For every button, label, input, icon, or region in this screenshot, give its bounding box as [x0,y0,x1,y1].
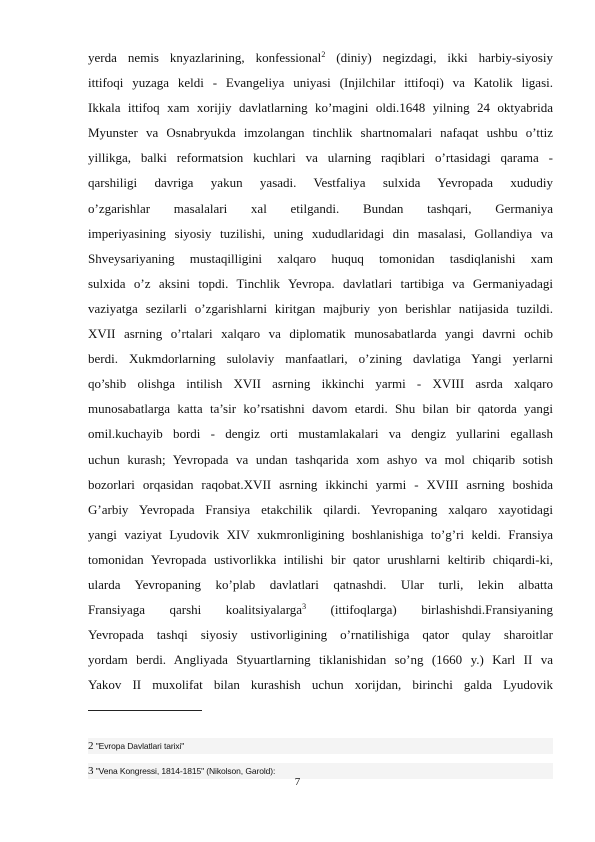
body-line [88,447,553,472]
body-line [88,170,553,195]
body-line [88,145,553,170]
footnote-number: 3 [88,765,94,777]
body-line-text: o’zgarishlar masalalari xal etilgandi. Bundan tashqari, Germaniya [88,200,553,216]
body-line-text: yillikga, balki reformatsion kuchlari va ularning raqiblari o’rtasidagi qarama - [88,150,553,166]
body-line-text: qo’shib olishga intilish XVII asrning ikkinchi yarmi - XVIII asrda xalqaro [88,376,553,392]
body-line-text: Fransiyaga qarshi koalitsiyalarga [88,602,303,618]
body-line [88,547,553,572]
body-line [88,472,553,497]
body-line [88,346,553,371]
body-line-text: XVII asrning o’rtalari xalqaro va diplomatik munosabatlarda yangi davrni ochib [88,326,553,342]
body-line-text: yangi vaziyat Lyudovik XIV xukmronligining boshlanishiga to’g’ri keldi. Fransiya [88,526,553,542]
body-line [88,196,553,221]
body-line-text: Yakov II muxolifat bilan kurashish uchun xorijdan, birinchi galda Lyudovik [88,677,553,693]
body-line [88,396,553,421]
body-line-text: uchun kurash; Yevropada va undan tashqarida xom ashyo va mol chiqarib sotish [88,451,553,467]
body-line-text: G’arbiy Yevropada Fransiya etakchilik qilardi. Yevropaning xalqaro xayotidagi [88,501,553,517]
body-line-text: omil.kuchayib bordi - dengiz orti mustamlakalari va dengiz yullarini egallash [88,426,553,442]
body-line [88,271,553,296]
footnote-ref: 3 [302,602,307,612]
footnote-number: 2 [88,740,94,752]
body-line-text: (ittifoqlarga) birlashishdi.Fransiyaning [306,602,553,618]
body-line [88,246,553,271]
footnote-text: "Vena Kongressi, 1814-1815" (Nikolson, Garold): [93,766,276,776]
body-line-text: ularda Yevropaning ko’plab davlatlari qatnashdi. Ular turli, lekin albatta [88,576,553,592]
body-line-text: Ikkala ittifoq xam xorijiy davlatlarning ko’magini oldi.1648 yilning 24 oktyabrida [88,100,553,116]
footnote-text: "Evropa Davlatlari tarixi" [93,741,185,751]
footnote-separator [88,710,202,711]
body-line-text: tomonidan Yevropada ustivorlikka intilishi bir qator urushlarni keltirib chiqardi-ki, [88,551,553,567]
footnote-ref: 2 [321,50,326,59]
body-line-text: sulxida o’z aksini topdi. Tinchlik Yevropa. davlatlari tartibiga va Germaniyadagi [88,275,553,291]
body-line [88,296,553,321]
body-line-text: imperiyasining siyosiy tuzilishi, uning xududlaridagi din masalasi, Gollandiya va [88,225,553,241]
body-line [88,597,553,622]
body-line [88,522,553,547]
page-number: 7 [294,776,301,788]
body-text [88,45,553,697]
body-line-text: Shveysariyaning mustaqilligini xalqaro huquq tomonidan tasdiqlanishi xam [88,250,553,266]
body-line-text: bozorlari orqasidan raqobat.XVII asrning ikkinchi yarmi - XVIII asrning boshida [88,476,553,492]
body-line [88,572,553,597]
body-line-text: Yevropada tashqi siyosiy ustivorligining o’rnatilishiga qator qulay sharoitlar [88,627,553,643]
footnote-2 [88,738,553,754]
body-line-text: yordam berdi. Angliyada Styuartlarning tiklanishidan so’ng (1660 y.) Karl II va [88,652,553,668]
body-line-text: ittifoqi yuzaga keldi - Evangeliya uniyasi (Injilchilar ittifoqi) va Katolik ligasi. [88,75,553,91]
body-line [88,70,553,95]
body-line [88,120,553,145]
body-line [88,497,553,522]
body-line [88,622,553,647]
body-line [88,221,553,246]
body-line-text: yerda nemis knyazlarining, konfessional [88,50,322,65]
body-line [88,45,553,70]
body-line [88,371,553,396]
body-line-text: munosabatlarga katta ta’sir ko’rsatishni davom etardi. Shu bilan bir qatorda yangi [88,401,553,417]
body-line [88,672,553,697]
body-line-text: vaziyatga sezilarli o’zgarishlarni kiritgan majburiy yon berishlar natijasida tuzildi. [88,300,553,316]
body-line-text: (diniy) negizdagi, ikki harbiy-siyosiy [325,50,553,65]
body-line [88,421,553,446]
body-line [88,321,553,346]
body-line-text: Myunster va Osnabryukda imzolangan tinchlik shartnomalari nafaqat ushbu o’ttiz [88,125,553,141]
body-line [88,647,553,672]
body-line-text: berdi. Xukmdorlarning sulolaviy manfaatlari, o’zining davlatiga Yangi yerlarni [88,351,553,367]
body-line-text: qarshiligi davriga yakun yasadi. Vestfaliya sulxida Yevropada xududiy [88,175,553,191]
body-line [88,95,553,120]
